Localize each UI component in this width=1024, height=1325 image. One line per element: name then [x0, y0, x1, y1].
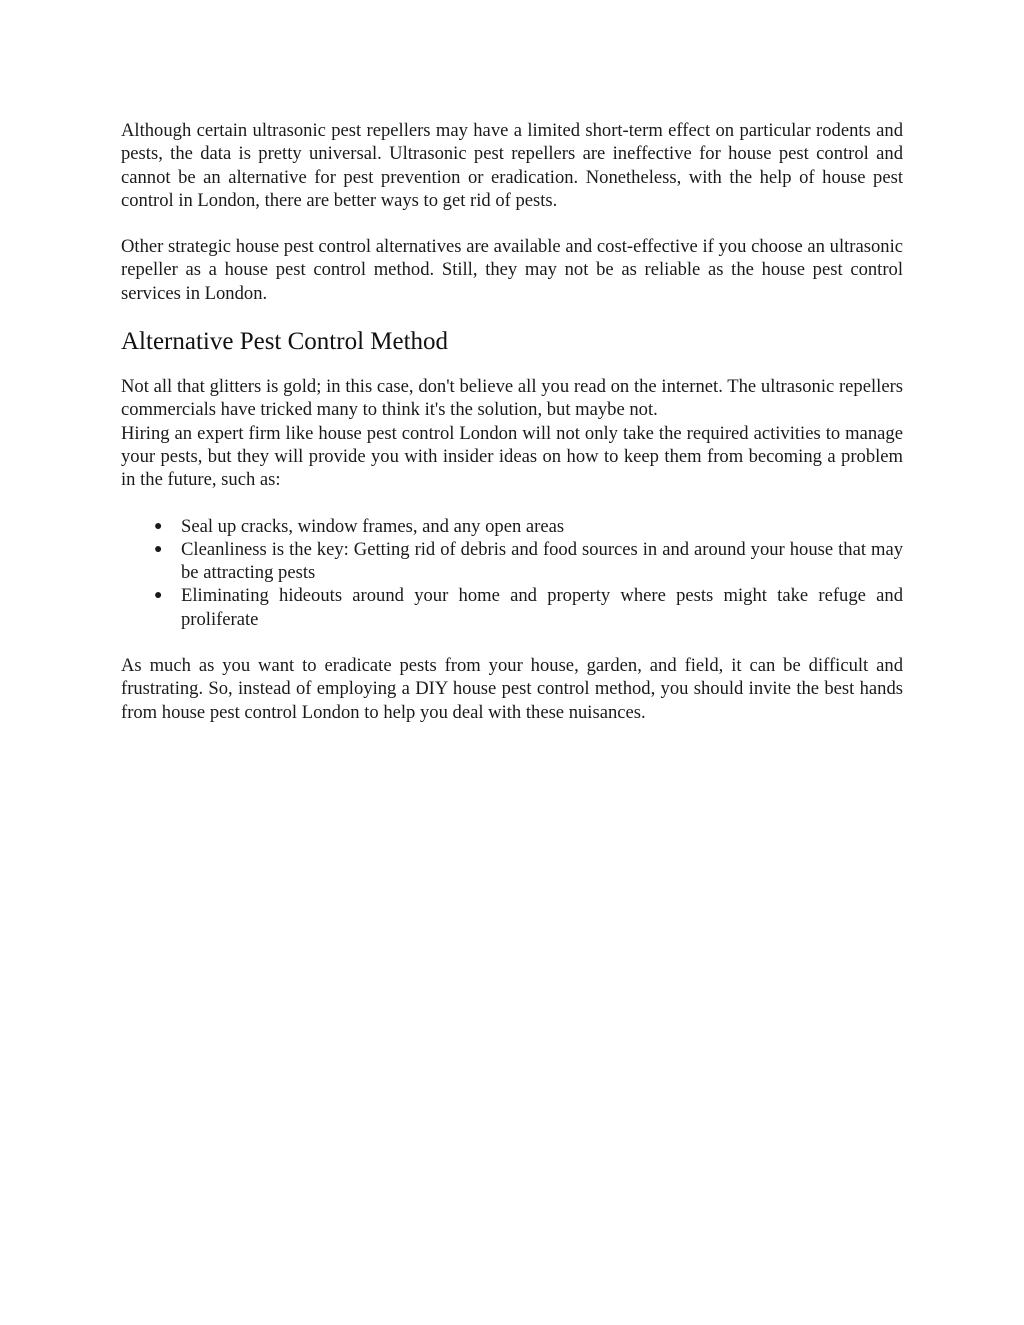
conclusion-paragraph: As much as you want to eradicate pests from your house, garden, and field, it can be difficult and frustrating. So, instead of employing a DIY house pest control method, you should invite the best hands from house pest control London to help you deal with these nuisances. — [121, 655, 903, 723]
document-page — [121, 119, 903, 724]
section-heading: Alternative Pest Control Method — [121, 328, 449, 356]
expert-firm-paragraph — [121, 422, 903, 492]
expert-firm-text-after: will not only take the required activities to manage your pests, but they will provide you with insider ideas on how to keep them from becoming a problem in the future, such as: — [121, 422, 903, 491]
list-item-text: Eliminating hideouts around your home and property where pests might take refuge and proliferate — [181, 585, 903, 630]
list-item-text: Seal up cracks, window frames, and any open areas — [181, 515, 565, 537]
paragraph-spacer — [121, 492, 903, 515]
expert-firm-text-before: Hiring an expert firm like — [121, 422, 319, 444]
tips-list — [121, 515, 903, 631]
alternatives-paragraph: Other strategic house pest control alternatives are available and cost-effective if you choose an ultrasonic repeller as a house pest control method. Still, they may not be as reliable as the house pest control services in London. — [121, 236, 903, 304]
bullet-icon: ● — [154, 588, 163, 604]
paragraph-spacer — [121, 212, 903, 235]
bullet-icon: ● — [154, 541, 163, 557]
intro-paragraph: Although certain ultrasonic pest repellers may have a limited short-term effect on particular rodents and pests, the data is pretty universal. Ultrasonic pest repellers are ineffective for house pest control and cannot be an alternative for pest prevention or eradication. Nonetheless, with the help of house pest control in London, there are better ways to get rid of pests. — [121, 120, 903, 211]
list-item-text: Cleanliness is the key: Getting rid of debris and food sources in and around your house that may be attracting pests — [181, 538, 903, 584]
list-item — [121, 515, 903, 538]
house-pest-control-link[interactable]: house pest control London — [318, 422, 518, 444]
list-item — [121, 584, 903, 631]
internet-warning-paragraph: Not all that glitters is gold; in this case, don't believe all you read on the internet. The ultrasonic repellers commercials have tricked many to think it's the solution, but maybe not. — [121, 376, 903, 421]
paragraph-spacer — [121, 631, 903, 654]
list-item — [121, 538, 903, 585]
bullet-icon: ● — [154, 518, 163, 534]
